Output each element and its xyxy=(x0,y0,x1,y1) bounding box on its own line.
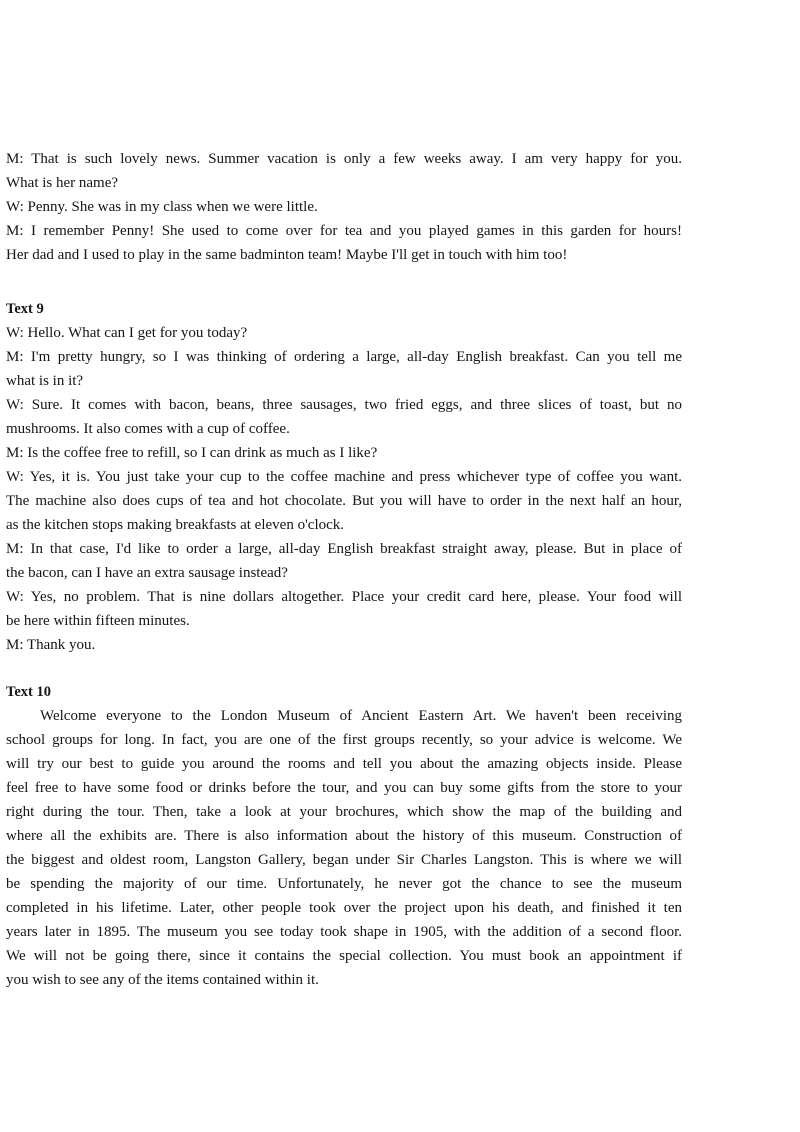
paragraph-line: will try our best to guide you around the rooms and tell you about the amazing objects inside. Please xyxy=(6,756,682,772)
paragraph-line: years later in 1895. The museum you see today took shape in 1905, with the addition of a second floor. xyxy=(6,924,682,940)
paragraph-line: completed in his lifetime. Later, other people took over the project upon his death, and finished it ten xyxy=(6,900,682,916)
paragraph-line: be spending the majority of our time. Unfortunately, he never got the chance to see the museum xyxy=(6,876,682,892)
dialogue-continuation xyxy=(6,147,682,267)
paragraph-line: you wish to see any of the items contained within it. xyxy=(6,972,319,988)
paragraph-line: right during the tour. Then, take a look at your brochures, which show the map of the building and xyxy=(6,804,682,820)
paragraph-line: M: That is such lovely news. Summer vacation is only a few weeks away. I am very happy for you. xyxy=(6,151,682,167)
paragraph-line: be here within fifteen minutes. xyxy=(6,613,190,629)
paragraph-line: what is in it? xyxy=(6,373,84,389)
paragraph-line: M: I'm pretty hungry, so I was thinking of ordering a large, all-day English breakfast. Can you tell me xyxy=(6,349,682,365)
paragraph-line: M: In that case, I'd like to order a large, all-day English breakfast straight away, please. But in place of xyxy=(6,541,682,557)
paragraph-line: where all the exhibits are. There is also information about the history of this museum. Construction of xyxy=(6,828,682,844)
paragraph-line: What is her name? xyxy=(6,175,119,191)
text10-section xyxy=(6,680,682,992)
paragraph-line: Welcome everyone to the London Museum of Ancient Eastern Art. We haven't been receiving xyxy=(40,708,682,724)
paragraph-line: the biggest and oldest room, Langston Gallery, began under Sir Charles Langston. This is where we will xyxy=(6,852,682,868)
paragraph-line: W: Yes, it is. You just take your cup to the coffee machine and press whichever type of coffee you want. xyxy=(6,469,682,485)
paragraph-line: M: I remember Penny! She used to come over for tea and you played games in this garden for hours! xyxy=(6,223,682,239)
paragraph-line: W: Yes, no problem. That is nine dollars altogether. Place your credit card here, please. Your food will xyxy=(6,589,682,605)
paragraph-line: as the kitchen stops making breakfasts at eleven o'clock. xyxy=(6,517,345,533)
paragraph-line: M: Is the coffee free to refill, so I can drink as much as I like? xyxy=(6,445,378,461)
paragraph-line: The machine also does cups of tea and hot chocolate. But you will have to order in the next half an hour, xyxy=(6,493,682,509)
paragraph-line: mushrooms. It also comes with a cup of coffee. xyxy=(6,421,290,437)
paragraph-line: W: Penny. She was in my class when we were little. xyxy=(6,199,318,215)
paragraph-line: Her dad and I used to play in the same badminton team! Maybe I'll get in touch with him too! xyxy=(6,247,568,263)
paragraph-line: school groups for long. In fact, you are one of the first groups recently, so your advice is welcome. We xyxy=(6,732,682,748)
paragraph-line: feel free to have some food or drinks before the tour, and you can buy some gifts from the store to your xyxy=(6,780,682,796)
section-heading: Text 9 xyxy=(6,301,44,317)
paragraph-line: We will not be going there, since it contains the special collection. You must book an appointment if xyxy=(6,948,682,964)
section-heading: Text 10 xyxy=(6,684,51,700)
text9-section xyxy=(6,297,682,657)
paragraph-line: W: Sure. It comes with bacon, beans, three sausages, two fried eggs, and three slices of toast, but no xyxy=(6,397,682,413)
paragraph-line: W: Hello. What can I get for you today? xyxy=(6,325,248,341)
paragraph-line: M: Thank you. xyxy=(6,637,96,653)
paragraph-line: the bacon, can I have an extra sausage instead? xyxy=(6,565,288,581)
